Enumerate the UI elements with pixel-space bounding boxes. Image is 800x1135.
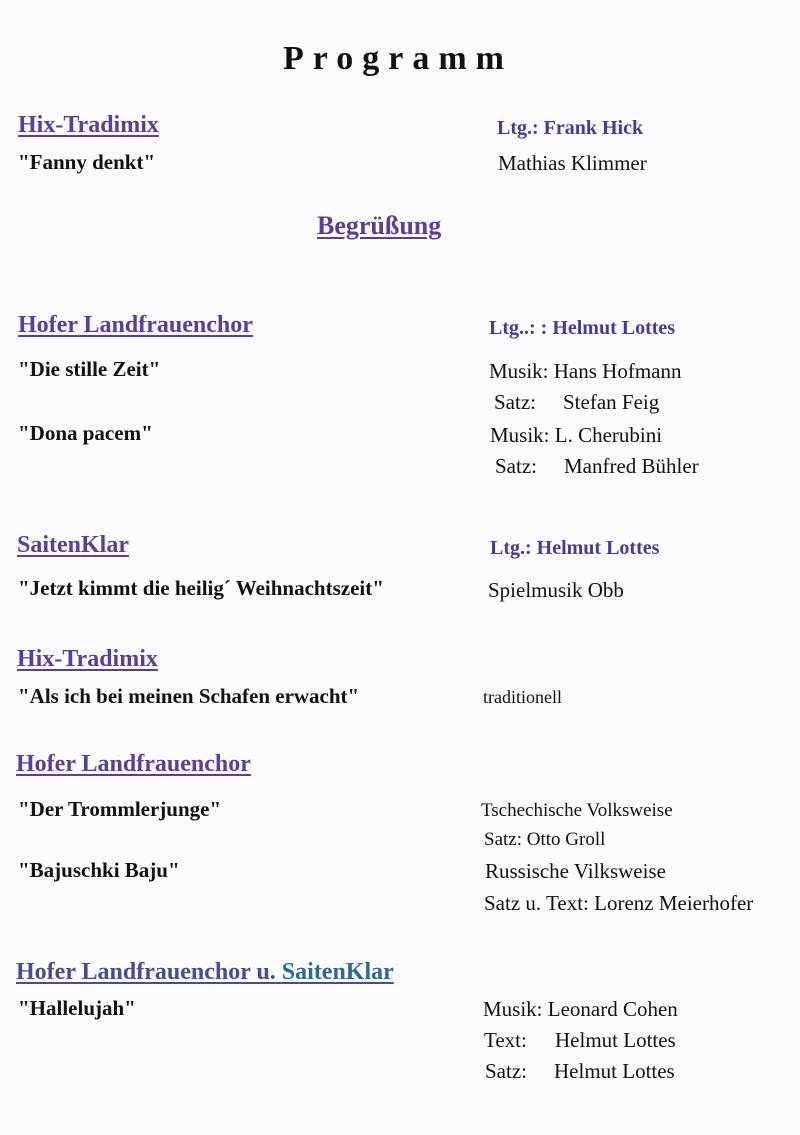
- group-heading-part2: SaitenKlar: [281, 959, 394, 985]
- credit-label: Text:: [484, 1028, 527, 1052]
- credit-line: [484, 1028, 676, 1053]
- group-heading: Hix-Tradimix: [17, 646, 158, 672]
- group-heading: Hofer Landfrauenchor: [16, 751, 251, 777]
- group-heading: Hix-Tradimix: [18, 112, 159, 138]
- credit-label: Musik:: [489, 359, 549, 383]
- credit-value: L. Cherubini: [554, 423, 663, 447]
- group-heading-part1: Hofer Landfrauenchor u.: [16, 959, 276, 985]
- page-title: Programm: [283, 40, 513, 77]
- credit-value: Helmut Lottes: [554, 1059, 675, 1083]
- song-title: "Der Trommlerjunge": [18, 797, 222, 821]
- credit-label: Satz:: [494, 390, 536, 414]
- credit-line: Spielmusik Obb: [488, 578, 624, 602]
- song-title: "Hallelujah": [18, 996, 136, 1020]
- credit-value: Leonard Cohen: [547, 997, 678, 1021]
- credit-value: Manfred Bühler: [564, 454, 699, 478]
- song-title: "Bajuschki Baju": [18, 858, 180, 882]
- credit-line: [489, 359, 682, 384]
- leader-label: Ltg.: Frank Hick: [497, 117, 644, 139]
- credit-line: [483, 997, 678, 1022]
- credit-line: [485, 1059, 675, 1084]
- credit-label: Musik:: [483, 997, 543, 1021]
- credit-line: Satz u. Text: Lorenz Meierhofer: [484, 891, 754, 915]
- credit-label: Satz:: [495, 454, 537, 478]
- group-heading: Hofer Landfrauenchor: [18, 312, 253, 338]
- song-title: "Fanny denkt": [18, 150, 156, 174]
- song-title: "Jetzt kimmt die heilig´ Weihnachtszeit": [18, 576, 384, 600]
- credit-line: Tschechische Volksweise: [481, 800, 673, 821]
- credit-label: Satz:: [485, 1059, 527, 1083]
- credit-line: Russische Vilksweise: [485, 859, 666, 883]
- credit-line: [495, 454, 699, 479]
- leader-label: Ltg.: Helmut Lottes: [490, 537, 660, 559]
- leader-label: Ltg..: : Helmut Lottes: [489, 317, 676, 339]
- song-title: "Die stille Zeit": [18, 357, 161, 381]
- credit-line: [494, 390, 659, 415]
- credit-value: Stefan Feig: [563, 390, 660, 414]
- credit-label: Musik:: [490, 423, 550, 447]
- credit-value: Helmut Lottes: [555, 1028, 676, 1052]
- credit-line: Satz: Otto Groll: [484, 829, 606, 850]
- song-title: "Als ich bei meinen Schafen erwacht": [18, 684, 360, 708]
- song-title: "Dona pacem": [18, 421, 153, 445]
- credit-line: [490, 423, 662, 448]
- group-heading: [16, 959, 394, 986]
- welcome-heading: Begrüßung: [317, 211, 442, 240]
- credit-value: Hans Hofmann: [553, 359, 682, 383]
- group-heading: SaitenKlar: [17, 532, 129, 558]
- credit-line: traditionell: [483, 687, 562, 707]
- credit-line: Mathias Klimmer: [498, 151, 647, 175]
